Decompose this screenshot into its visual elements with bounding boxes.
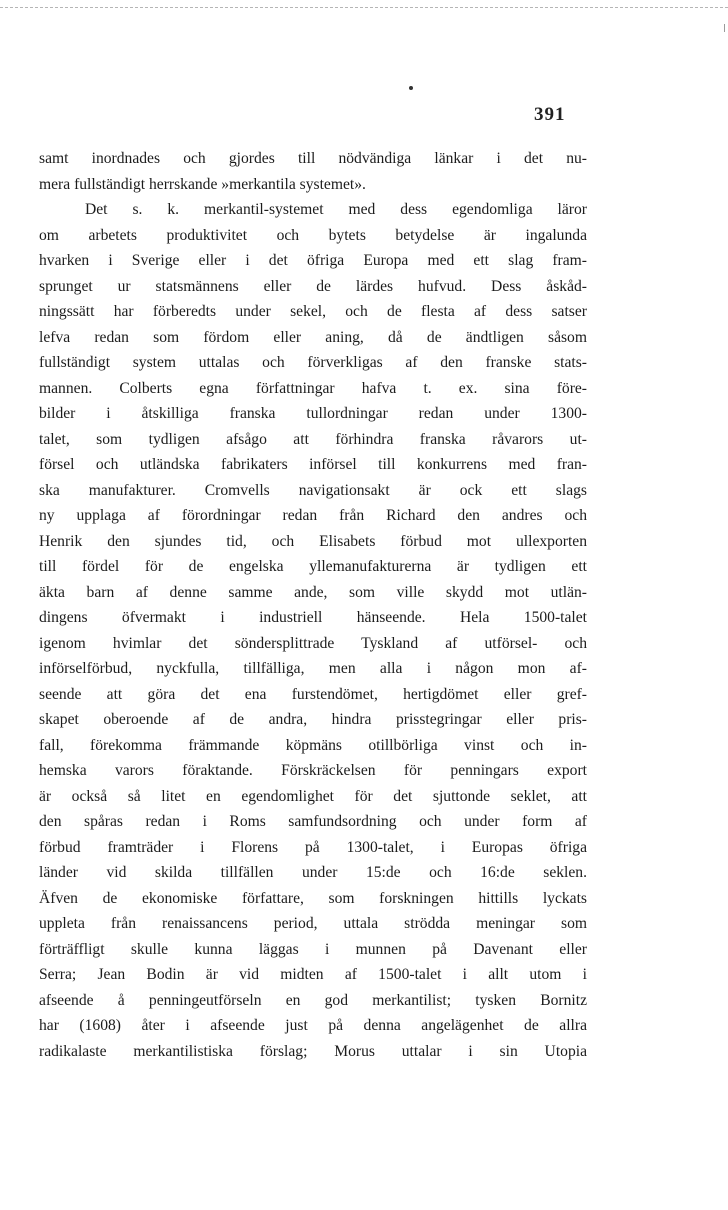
text-line: uppleta från renaissancens period, uttala strödda meningar som: [39, 915, 587, 932]
text-line: hemska varors föraktande. Förskräckelsen för penningars export: [39, 762, 587, 779]
text-line: mera fullständigt herrskande »merkantila systemet».: [39, 175, 366, 193]
text-line: äkta barn af denne samme ande, som ville skydd mot utlän-: [39, 583, 587, 601]
text-line: länder vid skilda tillfällen under 15:de och 16:de seklen.: [39, 864, 587, 881]
text-line: fullständigt system uttalas och förverkligas af den franske stats-: [39, 354, 587, 371]
text-line: till fördel för de engelska yllemanufakturerna är tydligen ett: [39, 558, 587, 575]
text-line: Äfven de ekonomiske författare, som forskningen hittills lyckats: [39, 889, 587, 907]
text-line: förbud framträder i Florens på 1300-talet, i Europas öfriga: [39, 838, 587, 856]
text-line: skapet oberoende af de andra, hindra prisstegringar eller pris-: [39, 711, 587, 728]
text-line: ningssätt har förberedts under sekel, och de flesta af dess satser: [39, 303, 587, 320]
text-line: Henrik den sjundes tid, och Elisabets förbud mot ullexporten: [39, 532, 587, 550]
text-line: seende att göra det ena furstendömet, hertigdömet eller gref-: [39, 685, 587, 703]
text-line: mannen. Colberts egna författningar hafva t. ex. sina före-: [39, 379, 587, 397]
text-line: sprunget ur statsmännens eller de lärdes hufvud. Dess åskåd-: [39, 277, 587, 295]
text-line: dingens öfvermakt i industriell hänseende. Hela 1500-talet: [39, 609, 587, 626]
page-number: 391: [534, 104, 566, 125]
text-line: talet, som tydligen afsågo att förhindra franska råvarors ut-: [39, 430, 587, 448]
text-line: införselförbud, nyckfulla, tillfälliga, men alla i någon mon af-: [39, 660, 587, 677]
text-line: förträffligt skulle kunna läggas i munnen på Davenant eller: [39, 940, 587, 958]
text-line: om arbetets produktivitet och bytets betydelse är ingalunda: [39, 226, 587, 244]
text-line: ska manufakturer. Cromvells navigationsakt är ock ett slags: [39, 481, 587, 499]
text-line: fall, förekomma främmande köpmäns otillbörliga vinst och in-: [39, 736, 587, 754]
printer-dot: [409, 86, 413, 90]
text-line: Serra; Jean Bodin är vid midten af 1500-talet i allt utom i: [39, 966, 587, 983]
text-line: försel och utländska fabrikaters införsel till konkurrens med fran-: [39, 456, 587, 473]
body-text: [39, 146, 587, 1064]
text-line: den spåras redan i Roms samfundsordning och under form af: [39, 813, 587, 830]
text-line: samt inordnades och gjordes till nödvändiga länkar i det nu-: [39, 150, 587, 167]
text-line: bilder i åtskilliga franska tullordningar redan under 1300-: [39, 405, 587, 422]
text-line: radikalaste merkantilistiska förslag; Morus uttalar i sin Utopia: [39, 1042, 587, 1060]
text-line: Det s. k. merkantil-systemet med dess egendomliga läror: [85, 201, 587, 218]
edge-mark: [724, 24, 725, 32]
top-scan-rule: [0, 7, 728, 8]
text-line: afseende å penningeutförseln en god merkantilist; tysken Bornitz: [39, 991, 587, 1009]
text-line: igenom hvimlar det söndersplittrade Tyskland af utförsel- och: [39, 634, 587, 652]
text-line: ny upplaga af förordningar redan från Richard den andres och: [39, 507, 587, 524]
text-line: hvarken i Sverige eller i det öfriga Europa med ett slag fram-: [39, 252, 587, 269]
text-line: lefva redan som fördom eller aning, då de ändtligen såsom: [39, 328, 587, 346]
text-line: är också så litet en egendomlighet för det sjuttonde seklet, att: [39, 787, 587, 805]
text-line: har (1608) åter i afseende just på denna angelägenhet de allra: [39, 1017, 587, 1034]
